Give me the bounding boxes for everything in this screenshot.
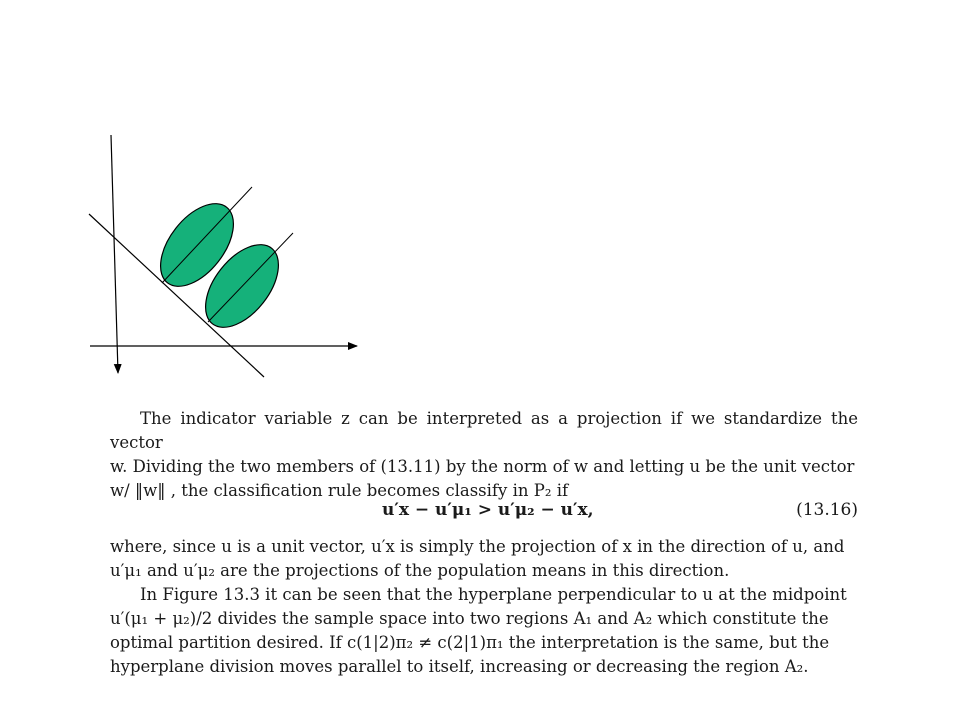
paragraph-1-line-1: The indicator variable z can be interpreted as a projection if we standardize the vector <box>110 409 858 452</box>
paragraph-1-line-2: w. Dividing the two members of (13.11) by the norm of w and letting u be the unit vector <box>110 457 855 476</box>
paragraph-2-line-2: u′μ₁ and u′μ₂ are the projections of the population means in this direction. <box>110 561 730 580</box>
paragraph-3-line-1: In Figure 13.3 it can be seen that the hyperplane perpendicular to u at the midpoint <box>140 585 847 604</box>
equation-row <box>110 500 858 526</box>
paragraph-3 <box>110 583 858 679</box>
paragraph-3-line-2: u′(μ₁ + μ₂)/2 divides the sample space into two regions A₁ and A₂ which constitute the <box>110 609 829 628</box>
paragraph-1-line-3: w/ ‖w‖ , the classification rule becomes classify in P₂ if <box>110 481 569 500</box>
paragraph-3-line-3: optimal partition desired. If c(1|2)π₂ ≠ c(2|1)π₁ the interpretation is the same, but the <box>110 633 830 652</box>
equation-number: (13.16) <box>796 500 858 520</box>
equation-13-16: u′x − u′μ₁ > u′μ₂ − u′x, <box>382 500 594 520</box>
paragraph-2-line-1: where, since u is a unit vector, u′x is simply the projection of x in the direction of u, and <box>110 537 845 556</box>
paragraph-3-line-4: hyperplane division moves parallel to itself, increasing or decreasing the region A₂. <box>110 657 809 676</box>
paragraph-2 <box>110 535 858 583</box>
paragraph-1 <box>110 407 858 503</box>
y-axis <box>111 135 118 373</box>
